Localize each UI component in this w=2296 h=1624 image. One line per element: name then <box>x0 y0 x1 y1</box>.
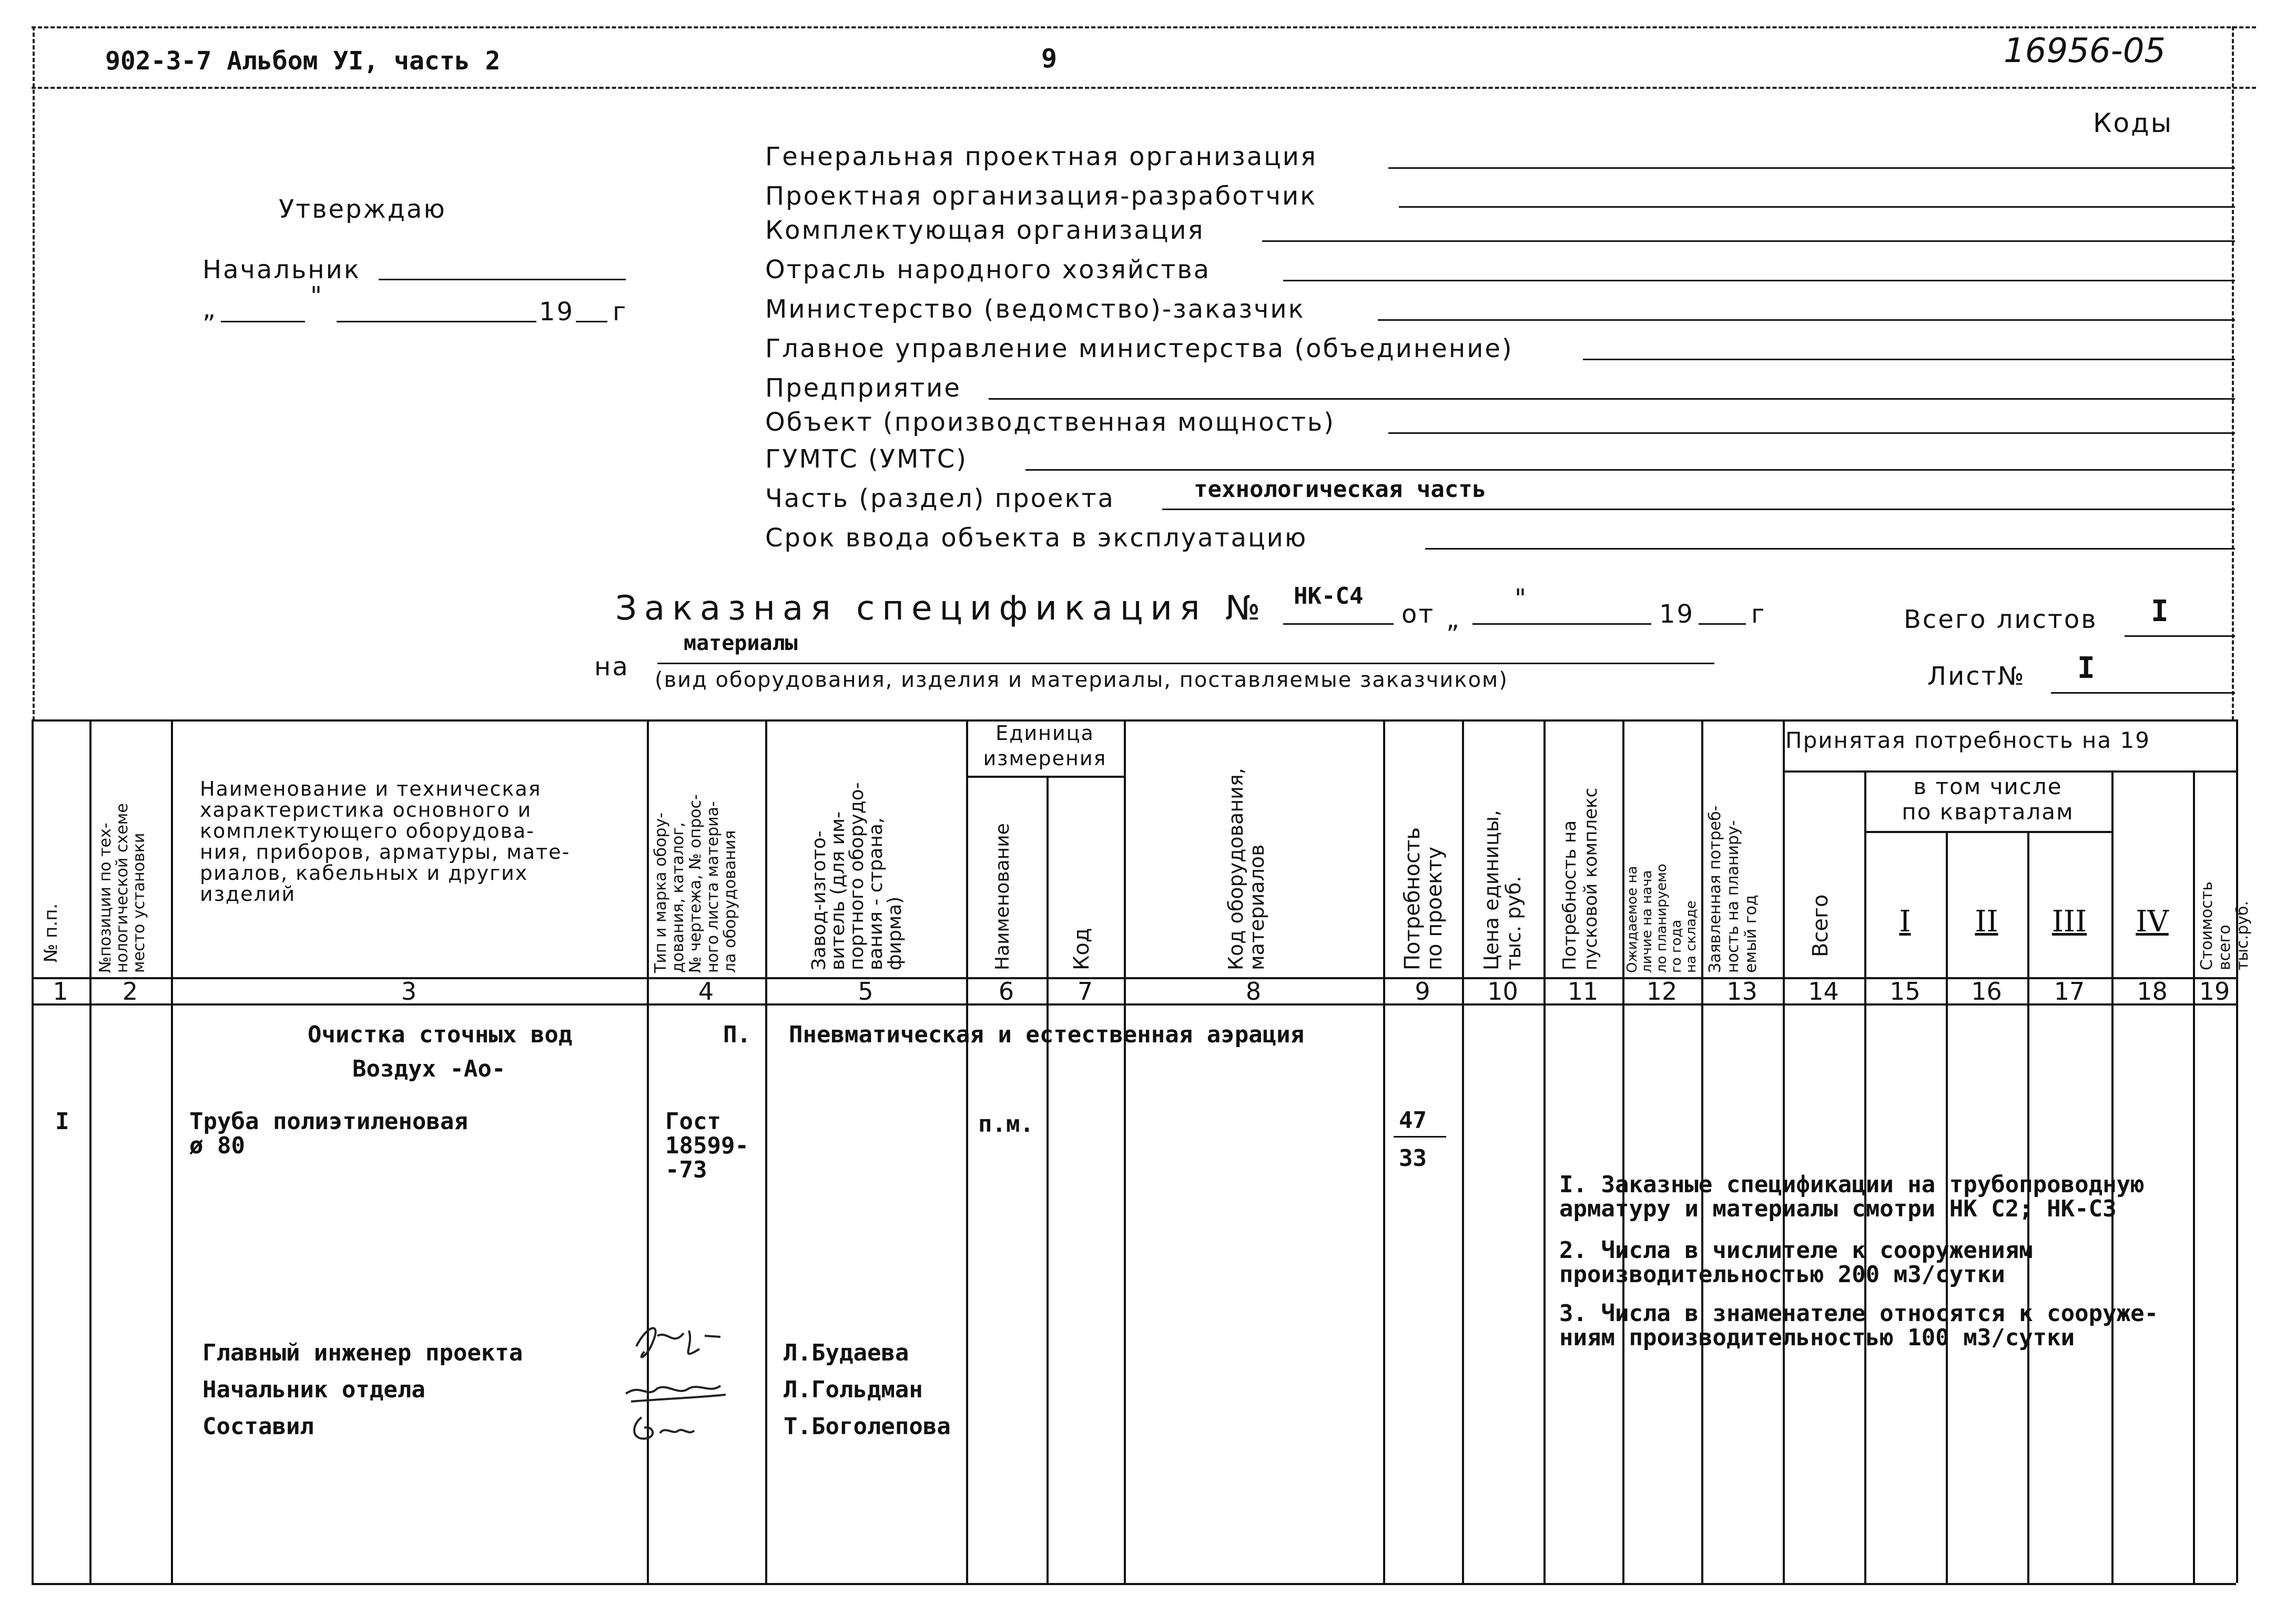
spec-from: от <box>1401 600 1435 629</box>
col-line <box>765 719 767 1583</box>
col-number: 1 <box>53 977 68 1006</box>
col-number: 16 <box>1971 977 2002 1006</box>
header-quarter-2: II <box>1975 905 1998 939</box>
org-field: ГУМТС (УМТС) <box>765 444 968 474</box>
header-quarter-3: III <box>2051 905 2087 939</box>
col-line <box>1783 719 1785 1583</box>
row-number: I <box>55 1108 69 1135</box>
chief-label: Начальник <box>202 255 361 285</box>
header-border <box>32 87 2256 89</box>
col-line <box>1701 719 1703 1583</box>
handwritten-signatures <box>615 1304 757 1462</box>
unit-sub-line <box>966 776 1124 778</box>
spec-on-line <box>657 663 1714 664</box>
total-sheets-label: Всего листов <box>1904 605 2098 634</box>
org-field-line <box>1388 167 2235 169</box>
header-col8: Код оборудования, материалов <box>1224 768 1268 970</box>
org-field-line <box>1262 240 2235 242</box>
header-col11: Потребность на пусковой комплекс <box>1559 787 1601 970</box>
date-year-line <box>576 321 607 322</box>
col-number: 12 <box>1646 977 1678 1006</box>
org-field-line <box>1283 280 2235 281</box>
col-line <box>1462 719 1464 1583</box>
note-item: I. Заказные спецификации на трубопроводную арматуру и материалы смотри НК С2; НК-С3 <box>1559 1171 2145 1222</box>
sheet-label: Лист№ <box>1927 662 2026 691</box>
doc-ref: 902-3-7 Альбом УI, часть 2 <box>105 46 501 76</box>
col-line <box>32 719 34 1583</box>
col-number: 19 <box>2199 977 2230 1006</box>
col-number: 6 <box>998 977 1014 1006</box>
col-number: 4 <box>698 977 714 1006</box>
signature-name: Л.Будаева <box>784 1339 909 1366</box>
date-g: г <box>613 297 628 327</box>
col-line <box>1047 776 1049 1583</box>
header-col2: №позиции по тех- нологической схеме место установки <box>96 803 148 973</box>
col-number: 3 <box>401 977 417 1006</box>
header-col6-7: Единица измерения <box>983 722 1107 770</box>
org-field-line <box>1583 359 2235 360</box>
org-field-line <box>1388 432 2235 434</box>
org-field-line <box>1025 469 2235 471</box>
approve-label: Утверждаю <box>279 195 446 224</box>
col-line <box>966 719 968 1583</box>
org-field: Главное управление министерства (объединение) <box>765 334 1513 363</box>
sheet-line <box>2051 692 2235 694</box>
header-col14: Всего <box>1809 894 1833 957</box>
table-bottom <box>32 1583 2236 1585</box>
org-field-line <box>1378 319 2235 321</box>
col-number: 18 <box>2137 977 2168 1006</box>
spec-number-line <box>1283 623 1394 625</box>
header-col1: № п.п. <box>40 903 62 962</box>
col-line <box>2236 719 2238 1583</box>
date-month-line <box>337 321 536 322</box>
header-col4: Тип и марка обору- дования, каталог, № чертежа, № опрос- ного листа материа- ла оборудования <box>652 794 739 973</box>
header-col3: Наименование и техническая характеристика основного и комплектующего оборудова- ния, приборов, арматуры, мате- риалов, кабельных и других изделий <box>200 777 571 906</box>
org-field: Предприятие <box>765 373 961 403</box>
org-field: Комплектующая организация <box>765 216 1205 245</box>
col-number: 2 <box>122 977 138 1006</box>
header-col5: Завод-изгото- витель (для им- портного оборудо- вания - страна, фирма) <box>808 782 906 970</box>
col-line <box>1543 719 1546 1583</box>
date-quote-open: „ <box>202 295 217 324</box>
header-col14-18: Принятая потребность на 19 <box>1785 727 2150 753</box>
header-col19: Стоимость всего тыс.руб. <box>2198 881 2252 970</box>
total-sheets-line <box>2125 635 2235 637</box>
spec-on-caption: (вид оборудования, изделия и материалы, поставляемые заказчиком) <box>655 668 1508 692</box>
org-field: Отрасль народного хозяйства <box>765 255 1211 285</box>
page-number: 9 <box>1041 43 1058 74</box>
col-line <box>1383 719 1385 1583</box>
spec-year-line <box>1699 623 1746 625</box>
signature-role: Начальник отдела <box>202 1376 425 1403</box>
header-col13: Заявленная потреб- ность на планиру- емый год <box>1706 805 1760 973</box>
col-line <box>2193 770 2195 1583</box>
date-day-line <box>221 321 305 322</box>
signature-name: Л.Гольдман <box>784 1376 923 1403</box>
col-number: 5 <box>858 977 873 1006</box>
col-number: 15 <box>1889 977 1921 1006</box>
date-quote: " <box>310 281 324 311</box>
quarters-sub-line <box>1864 831 2111 833</box>
row-need-numerator: 47 <box>1399 1107 1427 1134</box>
spec-title: Заказная спецификация № <box>615 589 1268 628</box>
spec-date-quote: „ <box>1446 605 1461 634</box>
col-number: 14 <box>1808 977 1839 1006</box>
spec-on-label: на <box>594 652 629 682</box>
header-quarter-1: I <box>1899 905 1911 939</box>
col-number: 9 <box>1415 977 1430 1006</box>
section-subtitle: Воздух -Ао- <box>352 1055 506 1082</box>
date-year: 19 <box>539 297 575 327</box>
row-need-denominator: 33 <box>1399 1145 1427 1172</box>
note-item: 3. Числа в знаменателе относятся к сооруже- ниям производительностью 100 м3/сутки <box>1559 1300 2159 1351</box>
total-sheets-value: I <box>2151 594 2169 628</box>
section-title: Очистка сточных вод <box>308 1021 573 1048</box>
section-description: Пневматическая и естественная аэрация <box>789 1021 1305 1048</box>
header-col9: Потребность по проекту <box>1400 827 1447 970</box>
col-line <box>171 719 173 1583</box>
col-line <box>1622 719 1624 1583</box>
col-number: 17 <box>2054 977 2085 1006</box>
header-col10: Цена единицы, тыс. руб. <box>1480 810 1525 970</box>
col-number: 8 <box>1245 977 1262 1006</box>
col-number: 11 <box>1567 977 1599 1006</box>
header-col6: Наименование <box>992 823 1013 970</box>
chief-line <box>379 279 626 280</box>
col-line <box>1124 719 1126 1583</box>
spec-number: НК-С4 <box>1294 583 1364 610</box>
section-mark: П. <box>723 1021 751 1048</box>
row-type: Гост 18599- -73 <box>665 1108 749 1183</box>
table-top <box>32 719 2236 722</box>
project-part-value: технологическая часть <box>1194 476 1487 503</box>
header-quarter-4: IV <box>2136 905 2169 939</box>
top-border <box>32 26 2256 28</box>
doc-number: 16956-05 <box>2004 32 2166 70</box>
org-field: Министерство (ведомство)-заказчик <box>765 295 1305 324</box>
org-field-line <box>1399 206 2235 208</box>
org-field: Срок ввода объекта в эксплуатацию <box>765 523 1308 553</box>
codes-label: Коды <box>2093 108 2173 138</box>
row-name: Труба полиэтиленовая ø 80 <box>189 1108 468 1159</box>
org-field-line <box>989 398 2235 400</box>
accepted-sub-line <box>1783 770 2236 773</box>
left-border <box>33 26 35 720</box>
col-number: 13 <box>1726 977 1757 1006</box>
col-line <box>89 719 92 1583</box>
spec-g: г <box>1751 600 1766 629</box>
header-col7: Код <box>1070 928 1094 970</box>
signature-role: Главный инженер проекта <box>202 1339 523 1366</box>
org-field: Часть (раздел) проекта <box>765 484 1115 513</box>
org-field-line <box>1162 509 2235 510</box>
sheet-value: I <box>2077 651 2095 685</box>
signature-name: Т.Боголепова <box>784 1413 951 1440</box>
spec-date-quote2: " <box>1515 584 1528 613</box>
row-unit: п.м. <box>978 1111 1034 1138</box>
org-field: Проектная организация-разработчик <box>765 181 1317 211</box>
org-field-line <box>1425 548 2235 550</box>
org-field: Генеральная проектная организация <box>765 142 1317 171</box>
right-border <box>2232 26 2234 720</box>
spec-on-value: материалы <box>684 631 798 655</box>
note-item: 2. Числа в числителе к сооружениям производительностью 200 м3/сутки <box>1559 1237 2033 1288</box>
header-col12: Ожидаемое на личие на нача ло планируемо го года на складе <box>1624 864 1699 973</box>
col-number: 7 <box>1077 977 1093 1006</box>
spec-year: 19 <box>1659 600 1695 629</box>
fraction-bar <box>1394 1136 1446 1138</box>
col-number: 10 <box>1487 977 1518 1006</box>
org-field: Объект (производственная мощность) <box>765 408 1335 437</box>
signature-role: Составил <box>202 1413 314 1440</box>
spec-date-line <box>1472 623 1651 625</box>
header-col15-18: в том числе по кварталам <box>1902 774 2074 825</box>
